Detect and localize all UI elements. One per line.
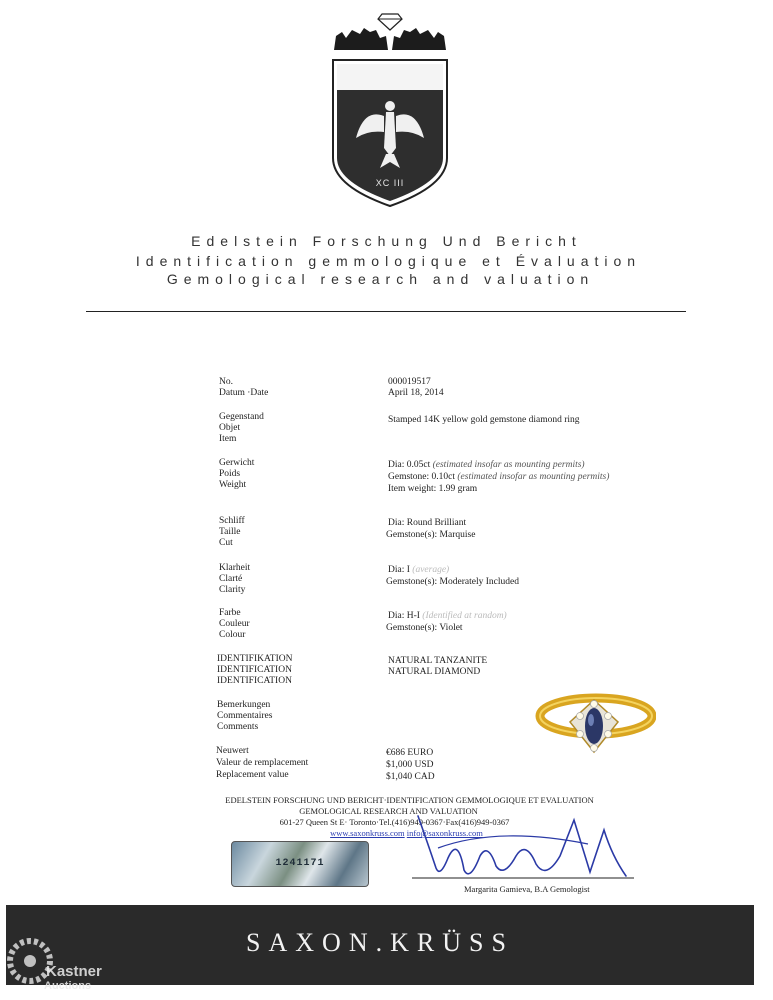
heading-french: Identification gemmologique et Évaluation [135,253,642,269]
ring-photo [532,680,656,766]
replace-value-euro: €686 EURO [386,748,434,758]
colour-diamond [388,611,507,623]
ident-label-de: IDENTIFIKATION [217,654,293,664]
cut-label-fr: Taille [219,527,241,537]
colour-diamond-value: Dia: H-I [388,611,420,621]
cut-label-de: Schliff [219,516,245,526]
cut-gemstone: Gemstone(s): Marquise [386,530,476,540]
item-value: Stamped 14K yellow gold gemstone diamond ring [388,415,580,425]
brand-name: SAXON.KRÜSS [246,928,514,957]
weight-label-de: Gerwicht [219,458,255,468]
hologram-seal [231,841,369,887]
weight-gemstone-value: Gemstone: 0.10ct [388,472,456,482]
cut-diamond: Dia: Round Brilliant [388,518,467,528]
signature [378,786,638,890]
clarity-label-fr: Clarté [219,574,243,584]
cut-label-en: Cut [219,538,233,548]
item-label-de: Gegenstand [219,412,264,422]
report-date: April 18, 2014 [388,388,444,398]
item-label-en: Item [219,434,237,444]
weight-label-fr: Poids [219,469,241,479]
website-link[interactable]: www.saxonkruss.com [330,828,405,838]
colour-diamond-note: (Identified at random) [422,611,507,621]
clarity-label-de: Klarheit [219,563,251,573]
crest-motto: XC III [375,178,405,188]
report-number: 000019517 [388,377,431,387]
heading-german: Edelstein Forschung Und Bericht [191,233,582,249]
clarity-diamond [388,565,449,577]
heading-english: Gemological research and valuation [166,271,595,287]
colour-gemstone: Gemstone(s): Violet [386,623,463,633]
auction-watermark [6,925,110,997]
no-label: No. [219,377,233,387]
clarity-diamond-value: Dia: I [388,565,410,575]
email-link[interactable]: info@saxonkruss.com [406,828,483,838]
ident-diamond: NATURAL DIAMOND [388,667,481,677]
clarity-diamond-note: (average) [412,565,450,575]
colour-label-fr: Couleur [219,619,250,629]
divider-line [86,311,686,312]
comment-label-fr: Commentaires [217,711,273,721]
item-label-fr: Objet [219,423,241,433]
signatory-name: Margarita Gamieva, B.A Gemologist [464,884,590,894]
colour-label-en: Colour [219,630,246,640]
weight-gemstone-note: (estimated insofar as mounting permits) [457,472,610,482]
footer-line-1: EDELSTEIN FORSCHUNG UND BERICHT·IDENTIFICATION GEMMOLOGIQUE ET EVALUATION [225,795,594,805]
lion-icon [334,28,446,50]
replace-value-cad: $1,040 CAD [386,772,435,782]
replace-label-en: Replacement value [216,770,289,780]
weight-diamond-value: Dia: 0.05ct [388,460,431,470]
ident-label-en: IDENTIFICATION [217,676,292,686]
replace-value-usd: $1,000 USD [386,760,434,770]
replace-label-fr: Valeur de remplacement [216,758,309,768]
clarity-label-en: Clarity [219,585,246,595]
colour-label-de: Farbe [219,608,241,618]
gemstone-icon [570,700,618,752]
date-label: Datum ·Date [219,388,269,398]
footer-line-2: GEMOLOGICAL RESEARCH AND VALUATION [299,806,478,816]
weight-label-en: Weight [219,480,247,490]
item-weight: Item weight: 1.99 gram [388,484,478,494]
weight-diamond-note: (estimated insofar as mounting permits) [432,460,585,470]
clarity-gemstone: Gemstone(s): Moderately Included [386,577,519,587]
footer-address: 601-27 Queen St E· Toronto·Tel.(416)949-0367·Fax(416)949-0367 [279,817,510,827]
hologram-number: 1241171 [275,858,325,869]
ident-label-fr: IDENTIFICATION [217,665,292,675]
ident-tanzanite: NATURAL TANZANITE [388,656,488,666]
comment-label-de: Bemerkungen [217,700,271,710]
comment-label-en: Comments [217,722,259,732]
weight-diamond [388,460,585,472]
replace-label-de: Neuwert [216,746,249,756]
weight-gemstone [388,472,609,484]
diamond-icon [378,14,402,30]
crest-logo [330,8,450,208]
watermark-line-1: Kastner [46,963,102,980]
watermark-line-2: Auctions [44,980,92,992]
